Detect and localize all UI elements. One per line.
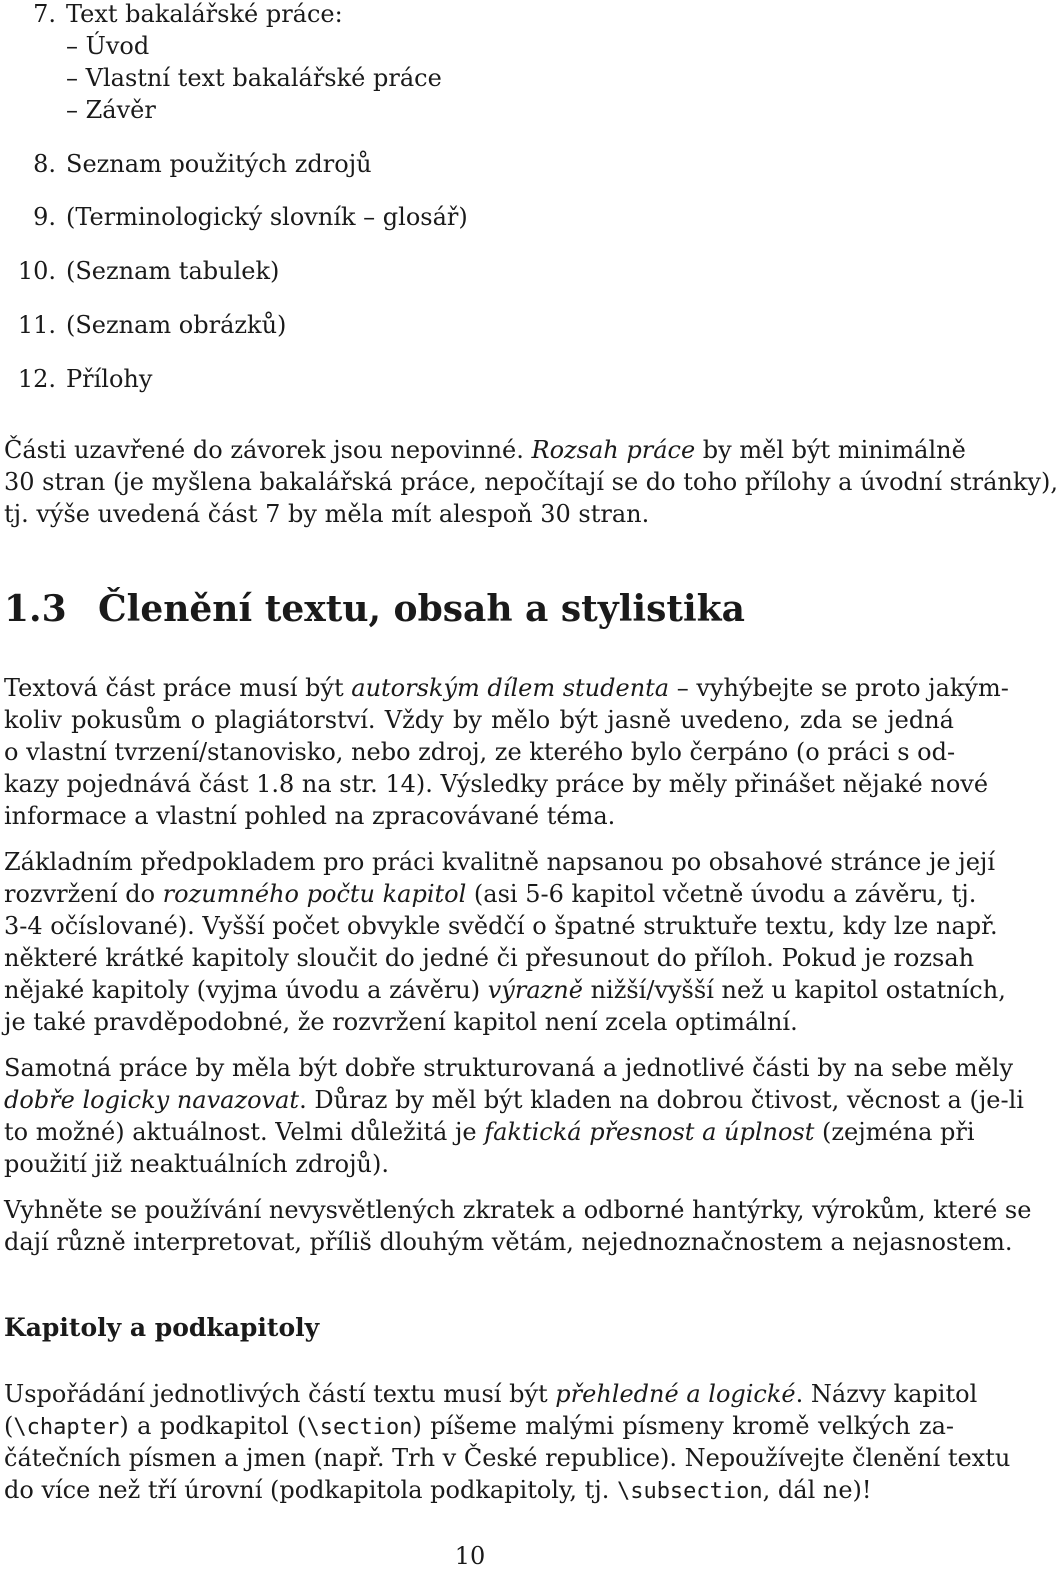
text-line: je také pravděpodobné, že rozvržení kapitol není zcela optimální. [4, 1008, 798, 1036]
list-subitem: – Závěr [66, 96, 156, 124]
list-item: Přílohy [66, 365, 153, 393]
text-line: použití již neaktuálních zdrojů). [4, 1150, 390, 1178]
list-subitem: – Úvod [66, 32, 150, 60]
list-number: 9. [33, 203, 56, 231]
text-line: informace a vlastní pohled na zpracovávané téma. [4, 802, 616, 830]
list-number: 8. [33, 150, 56, 178]
text-line: koliv pokusům o plagiátorství. Vždy by mělo být jasně uvedeno, zda se jedná [4, 706, 954, 734]
text-line: Textová část práce musí být autorským dílem studenta – vyhýbejte se proto jakým- [4, 674, 1009, 702]
text-line: nějaké kapitoly (vyjma úvodu a závěru) výrazně nižší/vyšší než u kapitol ostatních, [4, 976, 1006, 1004]
list-item: Text bakalářské práce: [66, 0, 343, 28]
text-line: tj. výše uvedená část 7 by měla mít alespoň 30 stran. [4, 500, 650, 528]
text-line: (\chapter) a podkapitol (\section) píšeme malými písmeny kromě velkých za- [4, 1412, 954, 1440]
text-line: 3-4 očíslované). Vyšší počet obvykle svědčí o špatné struktuře textu, kdy lze např. [4, 912, 998, 940]
text-line: Části uzavřené do závorek jsou nepovinné. Rozsah práce by měl být minimálně [4, 436, 966, 464]
list-item: (Seznam tabulek) [66, 257, 280, 285]
list-number: 10. [17, 257, 56, 285]
text-line: kazy pojednává část 1.8 na str. 14). Výsledky práce by měly přinášet nějaké nové [4, 770, 989, 798]
list-number: 11. [17, 311, 56, 339]
text-line: dobře logicky navazovat. Důraz by měl být kladen na dobrou čtivost, věcnost a (je-li [4, 1086, 1024, 1114]
text-line: do více než tří úrovní (podkapitola podkapitoly, tj. \subsection, dál ne)! [4, 1476, 872, 1504]
text-line: rozvržení do rozumného počtu kapitol (asi 5-6 kapitol včetně úvodu a závěru, tj. [4, 880, 977, 908]
list-item: Seznam použitých zdrojů [66, 150, 372, 178]
list-item: (Terminologický slovník – glosář) [66, 203, 468, 231]
list-item: (Seznam obrázků) [66, 311, 287, 339]
text-line: to možné) aktuálnost. Velmi důležitá je faktická přesnost a úplnost (zejména při [4, 1118, 975, 1146]
subsection-heading: Kapitoly a podkapitoly [4, 1313, 320, 1342]
text-line: 30 stran (je myšlena bakalářská práce, nepočítají se do toho přílohy a úvodní stránky), [4, 468, 1058, 496]
text-line: Uspořádání jednotlivých částí textu musí být přehledné a logické. Názvy kapitol [4, 1380, 978, 1408]
text-line: Vyhněte se používání nevysvětlených zkratek a odborné hantýrky, výrokům, které se [4, 1196, 1032, 1224]
list-number: 7. [33, 0, 56, 28]
page-number: 10 [454, 1542, 486, 1570]
text-line: o vlastní tvrzení/stanovisko, nebo zdroj, ze kterého bylo čerpáno (o práci s od- [4, 738, 956, 766]
list-subitem: – Vlastní text bakalářské práce [66, 64, 442, 92]
text-line: čátečních písmen a jmen (např. Trh v České republice). Nepoužívejte členění textu [4, 1444, 1011, 1472]
section-heading: 1.3 Členění textu, obsah a stylistika [4, 588, 745, 630]
text-line: Základním předpokladem pro práci kvalitně napsanou po obsahové stránce je její [4, 848, 996, 876]
text-line: některé krátké kapitoly sloučit do jedné či přesunout do příloh. Pokud je rozsah [4, 944, 975, 972]
text-line: dají různě interpretovat, příliš dlouhým větám, nejednoznačnostem a nejasnostem. [4, 1228, 1013, 1256]
list-number: 12. [17, 365, 56, 393]
text-line: Samotná práce by měla být dobře strukturovaná a jednotlivé části by na sebe měly [4, 1054, 1014, 1082]
